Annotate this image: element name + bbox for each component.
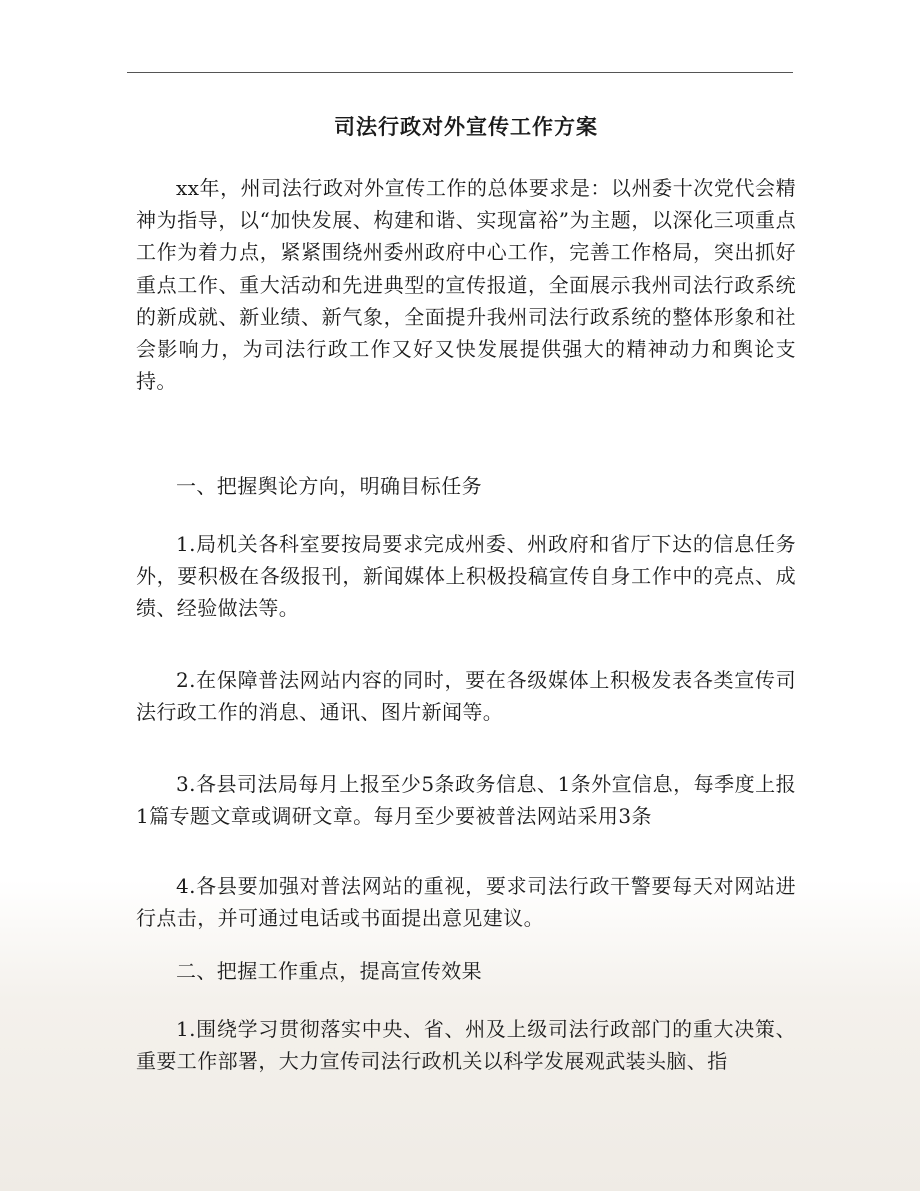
section-1-item-3: 3.各县司法局每月上报至少5条政务信息、1条外宣信息，每季度上报1篇专题文章或调研文章。每月至少要被普法网站采用3条 — [136, 772, 796, 829]
section-1-item-2: 2.在保障普法网站内容的同时，要在各级媒体上积极发表各类宣传司法行政工作的消息、通讯、图片新闻等。 — [136, 668, 796, 725]
section-1-item-4: 4.各县要加强对普法网站的重视，要求司法行政干警要每天对网站进行点击，并可通过电话或书面提出意见建议。 — [136, 874, 796, 931]
header-rule — [127, 72, 793, 73]
section-2-heading: 二、把握工作重点，提高宣传效果 — [176, 959, 482, 983]
section-1-heading: 一、把握舆论方向，明确目标任务 — [176, 474, 482, 498]
intro-paragraph: xx年，州司法行政对外宣传工作的总体要求是：以州委十次党代会精神为指导，以“加快发展、构建和谐、实现富裕”为主题，以深化三项重点工作为着力点，紧紧围绕州委州政府中心工作，完善工作格局，突出抓好重点工作、重大活动和先进典型的宣传报道，全面展示我州司法行政系统的新成就、新业绩、新气象，全面提升我州司法行政系统的整体形象和社会影响力，为司法行政工作又好又快发展提供强大的精神动力和舆论支持。 — [136, 176, 796, 394]
document-title: 司法行政对外宣传工作方案 — [334, 114, 598, 139]
section-2-item-1: 1.围绕学习贯彻落实中央、省、州及上级司法行政部门的重大决策、重要工作部署，大力宣传司法行政机关以科学发展观武装头脑、指 — [136, 1017, 796, 1074]
section-1-item-1: 1.局机关各科室要按局要求完成州委、州政府和省厅下达的信息任务外，要积极在各级报刊，新闻媒体上积极投稿宣传自身工作中的亮点、成绩、经验做法等。 — [136, 532, 796, 621]
